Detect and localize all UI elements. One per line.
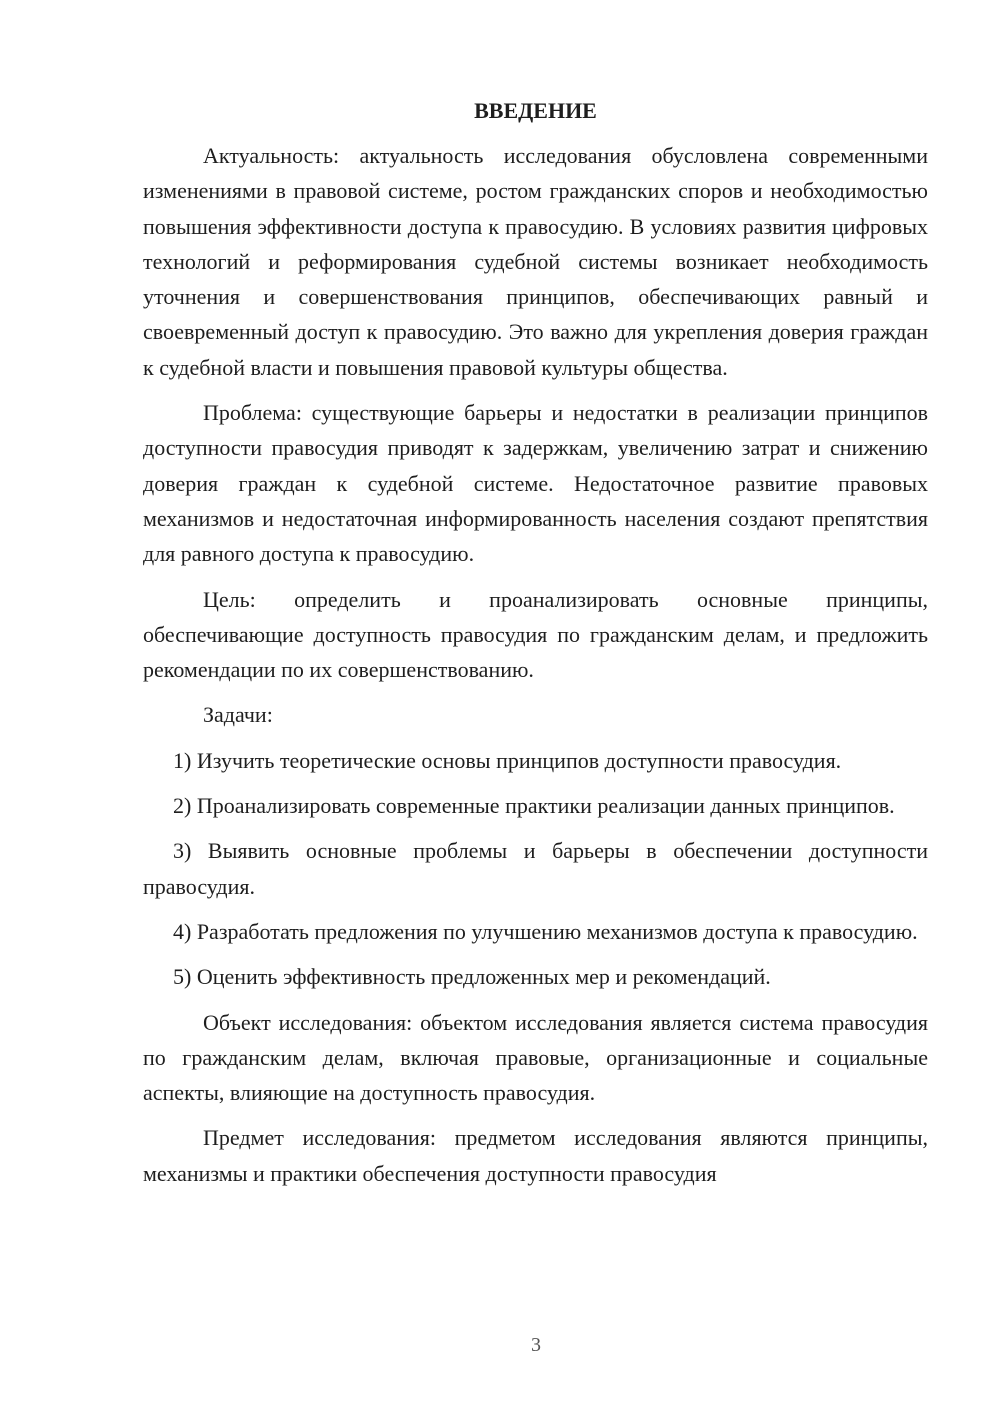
task-item-1: 1) Изучить теоретические основы принципов доступности правосудия. [173,747,842,773]
task-item-4: 4) Разработать предложения по улучшению механизмов доступа к правосудию. [173,918,918,944]
object-paragraph: Объект исследования: объектом исследования является система правосудия по гражданским делам, включая правовые, организационные и социальные аспекты, влияющие на доступность правосудия. [143,1009,928,1106]
tasks-heading: Задачи: [203,702,273,728]
task-item-5: 5) Оценить эффективность предложенных мер и рекомендаций. [173,964,771,990]
goal-paragraph: Цель: определить и проанализировать основные принципы, обеспечивающие доступность правосудия по гражданским делам, и предложить рекомендации по их совершенствованию. [143,586,928,683]
document-page [143,96,928,1201]
subject-paragraph: Предмет исследования: предметом исследования являются принципы, механизмы и практики обеспечения доступности правосудия [143,1125,928,1186]
page-number: 3 [531,1334,541,1356]
task-item-2: 2) Проанализировать современные практики реализации данных принципов. [173,793,895,819]
relevance-paragraph: Актуальность: актуальность исследования обусловлена современными изменениями в правовой системе, ростом гражданских споров и необходимостью повышения эффективности доступа к правосудию. В условиях развития цифровых технологий и реформирования судебной системы возникает необходимость уточнения и совершенствования принципов, обеспечивающих равный и своевременный доступ к правосудию. Это важно для укрепления доверия граждан к судебной власти и повышения правовой культуры общества. [143,143,928,380]
section-heading: ВВЕДЕНИЕ [474,98,597,123]
task-item-3: 3) Выявить основные проблемы и барьеры в обеспечении доступности правосудия. [143,838,928,899]
problem-paragraph: Проблема: существующие барьеры и недостатки в реализации принципов доступности правосудия приводят к задержкам, увеличению затрат и снижению доверия граждан к судебной системе. Недостаточное развитие правовых механизмов и недостаточная информированность населения создают препятствия для равного доступа к правосудию. [143,400,928,567]
